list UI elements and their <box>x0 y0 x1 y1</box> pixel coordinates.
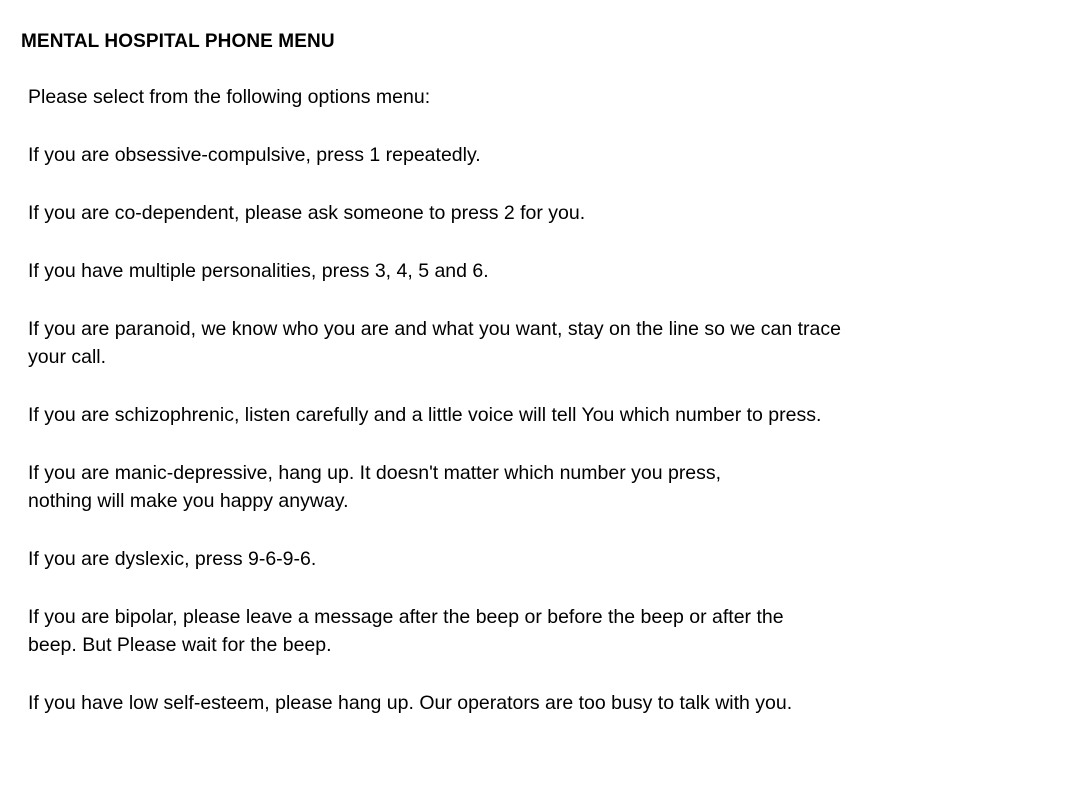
paragraph-line: If you are manic-depressive, hang up. It doesn't matter which number you press, <box>28 462 722 484</box>
option-bipolar <box>28 605 1058 657</box>
paragraph-line: Please select from the following options menu: <box>28 86 431 108</box>
paragraph-line: If you have multiple personalities, press 3, 4, 5 and 6. <box>28 260 489 282</box>
option-low-self-esteem <box>28 691 1058 715</box>
option-schizophrenic <box>28 403 1058 427</box>
paragraph-line: If you have low self-esteem, please hang up. Our operators are too busy to talk with you. <box>28 692 793 714</box>
option-paranoid <box>28 317 1058 369</box>
paragraph-line: If you are paranoid, we know who you are and what you want, stay on the line so we can trace <box>28 318 841 340</box>
menu-options-body <box>28 85 1058 749</box>
intro-paragraph <box>28 85 1058 109</box>
page-title: MENTAL HOSPITAL PHONE MENU <box>21 31 335 52</box>
paragraph-line: If you are obsessive-compulsive, press 1 repeatedly. <box>28 144 481 166</box>
paragraph-line: If you are co-dependent, please ask someone to press 2 for you. <box>28 202 586 224</box>
paragraph-line: your call. <box>28 346 107 368</box>
option-manic-depressive <box>28 461 1058 513</box>
option-obsessive-compulsive <box>28 143 1058 167</box>
option-co-dependent <box>28 201 1058 225</box>
paragraph-line: If you are bipolar, please leave a message after the beep or before the beep or after the <box>28 606 784 628</box>
option-dyslexic <box>28 547 1058 571</box>
paragraph-line: If you are schizophrenic, listen carefully and a little voice will tell You which number to press. <box>28 404 822 426</box>
paragraph-line: If you are dyslexic, press 9-6-9-6. <box>28 548 317 570</box>
paragraph-line: nothing will make you happy anyway. <box>28 490 349 512</box>
option-multiple-personalities <box>28 259 1058 283</box>
paragraph-line: beep. But Please wait for the beep. <box>28 634 332 656</box>
